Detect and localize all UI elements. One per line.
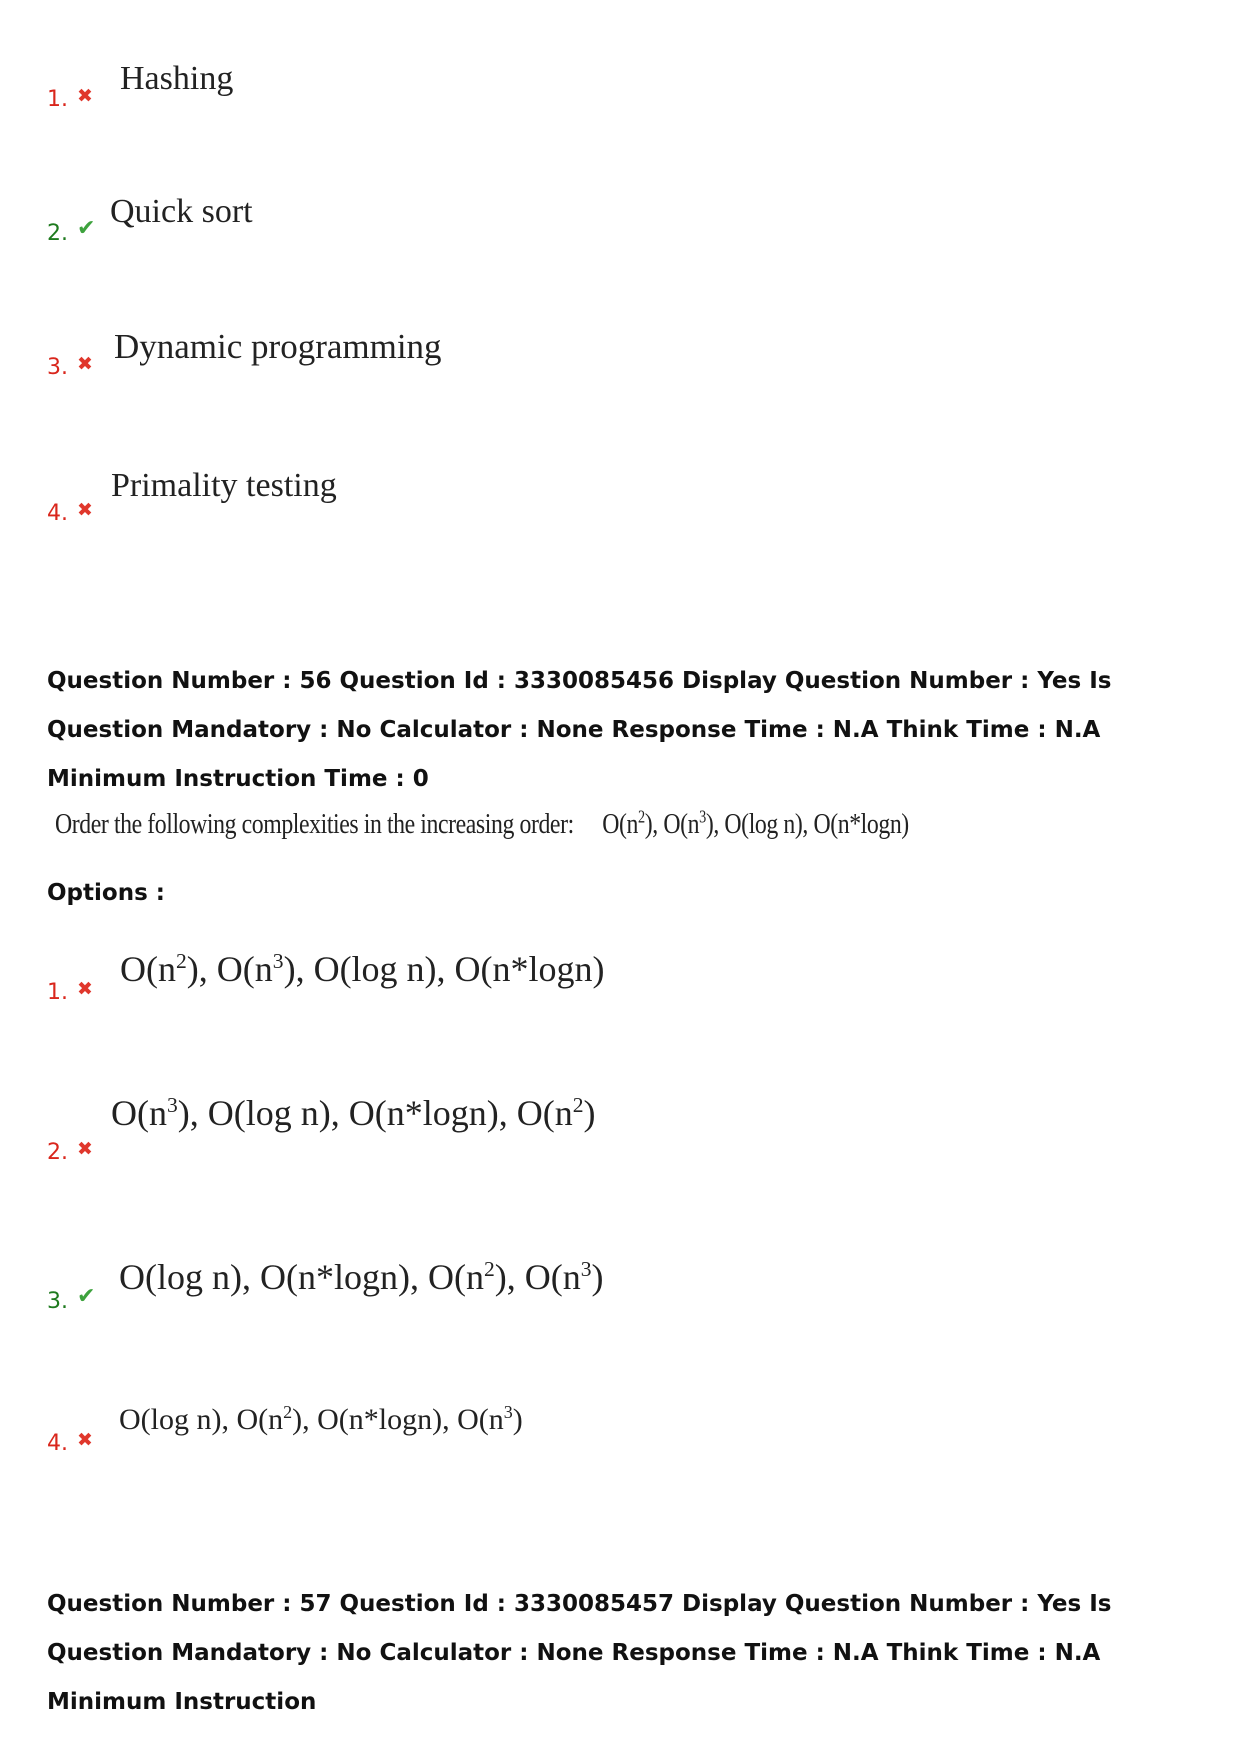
- option-text: O(log n), O(n*logn), $O(n^2)$, $O(n^3)$: [119, 1257, 604, 1297]
- question-57-meta: Question Number : 57 Question Id : 3330085457 Display Question Number : Yes Is Question Mandatory : No Calculator : None Response Time : N.A Think Time : N.A Minimum Instruction: [47, 1591, 1112, 1715]
- cross-icon: ✖: [77, 499, 93, 521]
- option-text: $O(n^2)$, $O(n^3)$, O(log n), O(n*logn): [120, 949, 605, 989]
- option-number: 1.: [47, 87, 68, 112]
- check-icon: ✔: [77, 1284, 96, 1309]
- option-number: 3.: [47, 355, 68, 380]
- option-text: $O(n^3)$, O(log n), O(n*logn), $O(n^2)$: [111, 1093, 596, 1133]
- option-text: Primality testing: [111, 467, 337, 504]
- check-icon: ✔: [77, 216, 96, 241]
- option-number: 4.: [47, 501, 68, 526]
- option-text: O(log n), $O(n^2)$, O(n*logn), $O(n^3)$: [119, 1402, 523, 1436]
- question-56-meta: Question Number : 56 Question Id : 3330085456 Display Question Number : Yes Is Question Mandatory : No Calculator : None Response Time : N.A Think Time : N.A Minimum Instruction Time : 0: [47, 668, 1112, 792]
- cross-icon: ✖: [77, 85, 93, 107]
- stem-math: $O(n^2)$, $O(n^3)$, O(log n), O(n*logn): [602, 806, 909, 840]
- options-label: Options :: [47, 880, 165, 906]
- option-text: Quick sort: [110, 193, 253, 230]
- option-text: Hashing: [120, 60, 234, 97]
- cross-icon: ✖: [77, 1138, 93, 1160]
- option-number: 3.: [47, 1289, 68, 1314]
- cross-icon: ✖: [77, 978, 93, 1000]
- cross-icon: ✖: [77, 353, 93, 375]
- stem-text: Order the following complexities in the increasing order:: [55, 808, 574, 840]
- option-number: 1.: [47, 980, 68, 1005]
- option-number: 2.: [47, 1140, 68, 1165]
- option-text: Dynamic programming: [114, 327, 442, 366]
- option-number: 4.: [47, 1431, 68, 1456]
- option-number: 2.: [47, 221, 68, 246]
- question-56-stem: [55, 808, 909, 841]
- cross-icon: ✖: [77, 1429, 93, 1451]
